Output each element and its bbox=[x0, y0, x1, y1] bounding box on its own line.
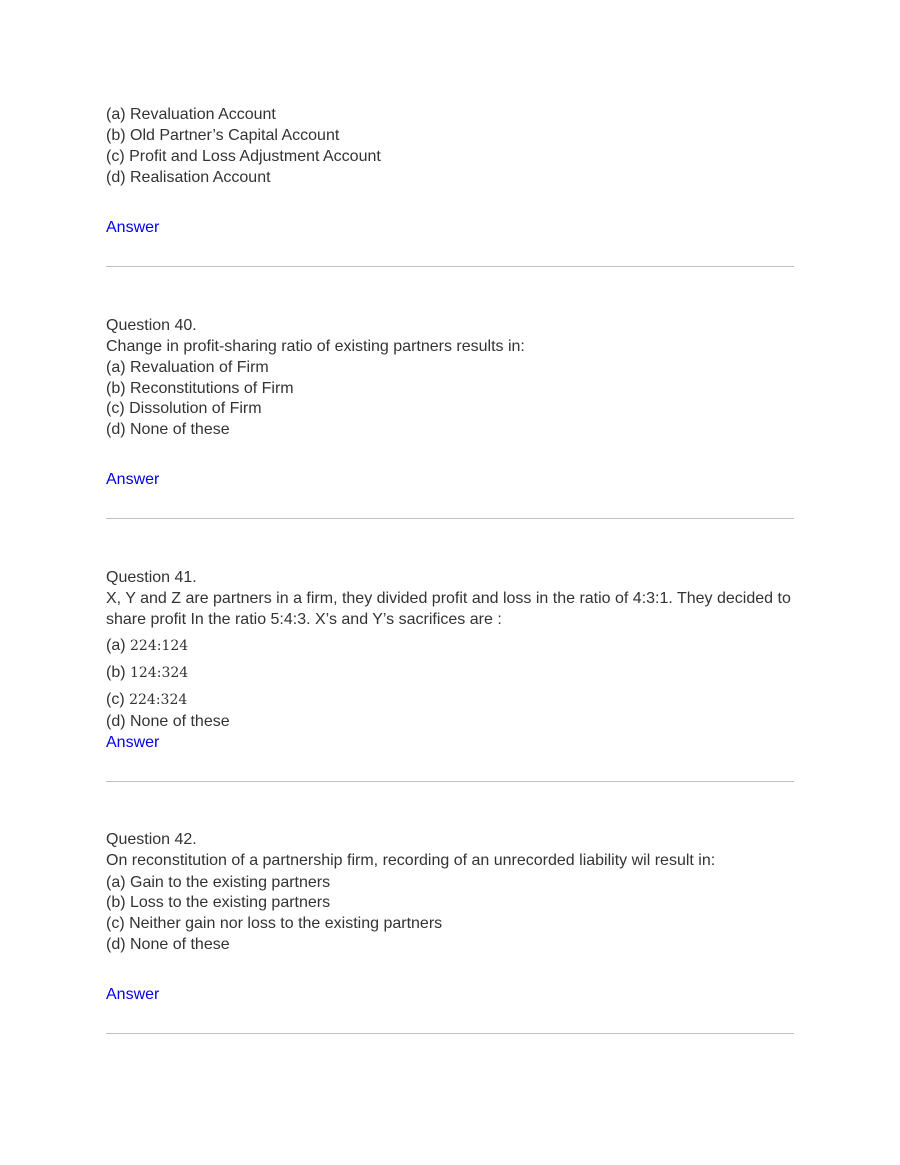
q42-text: On reconstitution of a partnership firm, recording of an unrecorded liability wil result in: bbox=[106, 852, 716, 869]
q39-answer-link[interactable]: Answer bbox=[106, 219, 160, 236]
option-prefix: (b) bbox=[106, 664, 130, 681]
separator bbox=[106, 518, 794, 519]
q39-option-a: (a) Revaluation Account bbox=[106, 106, 276, 123]
option-text: (d) None of these bbox=[106, 713, 230, 730]
q42-option-a: (a) Gain to the existing partners bbox=[106, 874, 331, 891]
option-ratio: 224:324 bbox=[129, 692, 188, 708]
q40-option-d: (d) None of these bbox=[106, 421, 230, 438]
q42-option-d: (d) None of these bbox=[106, 936, 230, 953]
q40-answer-link[interactable]: Answer bbox=[106, 471, 160, 488]
q41-option-c bbox=[106, 690, 187, 710]
option-ratio: 224:124 bbox=[130, 638, 189, 654]
q41-text-line-1: X, Y and Z are partners in a firm, they divided profit and loss in the ratio of 4:3:1. They decided to bbox=[106, 590, 791, 607]
q40-text: Change in profit-sharing ratio of existing partners results in: bbox=[106, 338, 525, 355]
q40-heading: Question 40. bbox=[106, 317, 197, 334]
q41-answer-link[interactable]: Answer bbox=[106, 734, 160, 751]
option-prefix: (a) bbox=[106, 637, 130, 654]
q41-heading: Question 41. bbox=[106, 569, 197, 586]
q42-answer-link[interactable]: Answer bbox=[106, 986, 160, 1003]
q42-heading: Question 42. bbox=[106, 831, 197, 848]
q42-option-b: (b) Loss to the existing partners bbox=[106, 894, 331, 911]
q39-option-d: (d) Realisation Account bbox=[106, 169, 271, 186]
q39-option-b: (b) Old Partner’s Capital Account bbox=[106, 127, 340, 144]
option-ratio: 124:324 bbox=[130, 665, 189, 681]
q41-text-line-2: share profit In the ratio 5:4:3. X’s and Y’s sacrifices are : bbox=[106, 611, 502, 628]
separator bbox=[106, 266, 794, 267]
q42-option-c: (c) Neither gain nor loss to the existing partners bbox=[106, 915, 443, 932]
separator bbox=[106, 1033, 794, 1034]
q41-option-a bbox=[106, 636, 188, 656]
q41-option-b bbox=[106, 663, 188, 683]
q41-option-d bbox=[106, 712, 230, 732]
option-prefix: (c) bbox=[106, 691, 130, 708]
q39-option-c: (c) Profit and Loss Adjustment Account bbox=[106, 148, 381, 165]
q40-option-c: (c) Dissolution of Firm bbox=[106, 400, 262, 417]
q40-option-b: (b) Reconstitutions of Firm bbox=[106, 380, 294, 397]
separator bbox=[106, 781, 794, 782]
q40-option-a: (a) Revaluation of Firm bbox=[106, 359, 269, 376]
